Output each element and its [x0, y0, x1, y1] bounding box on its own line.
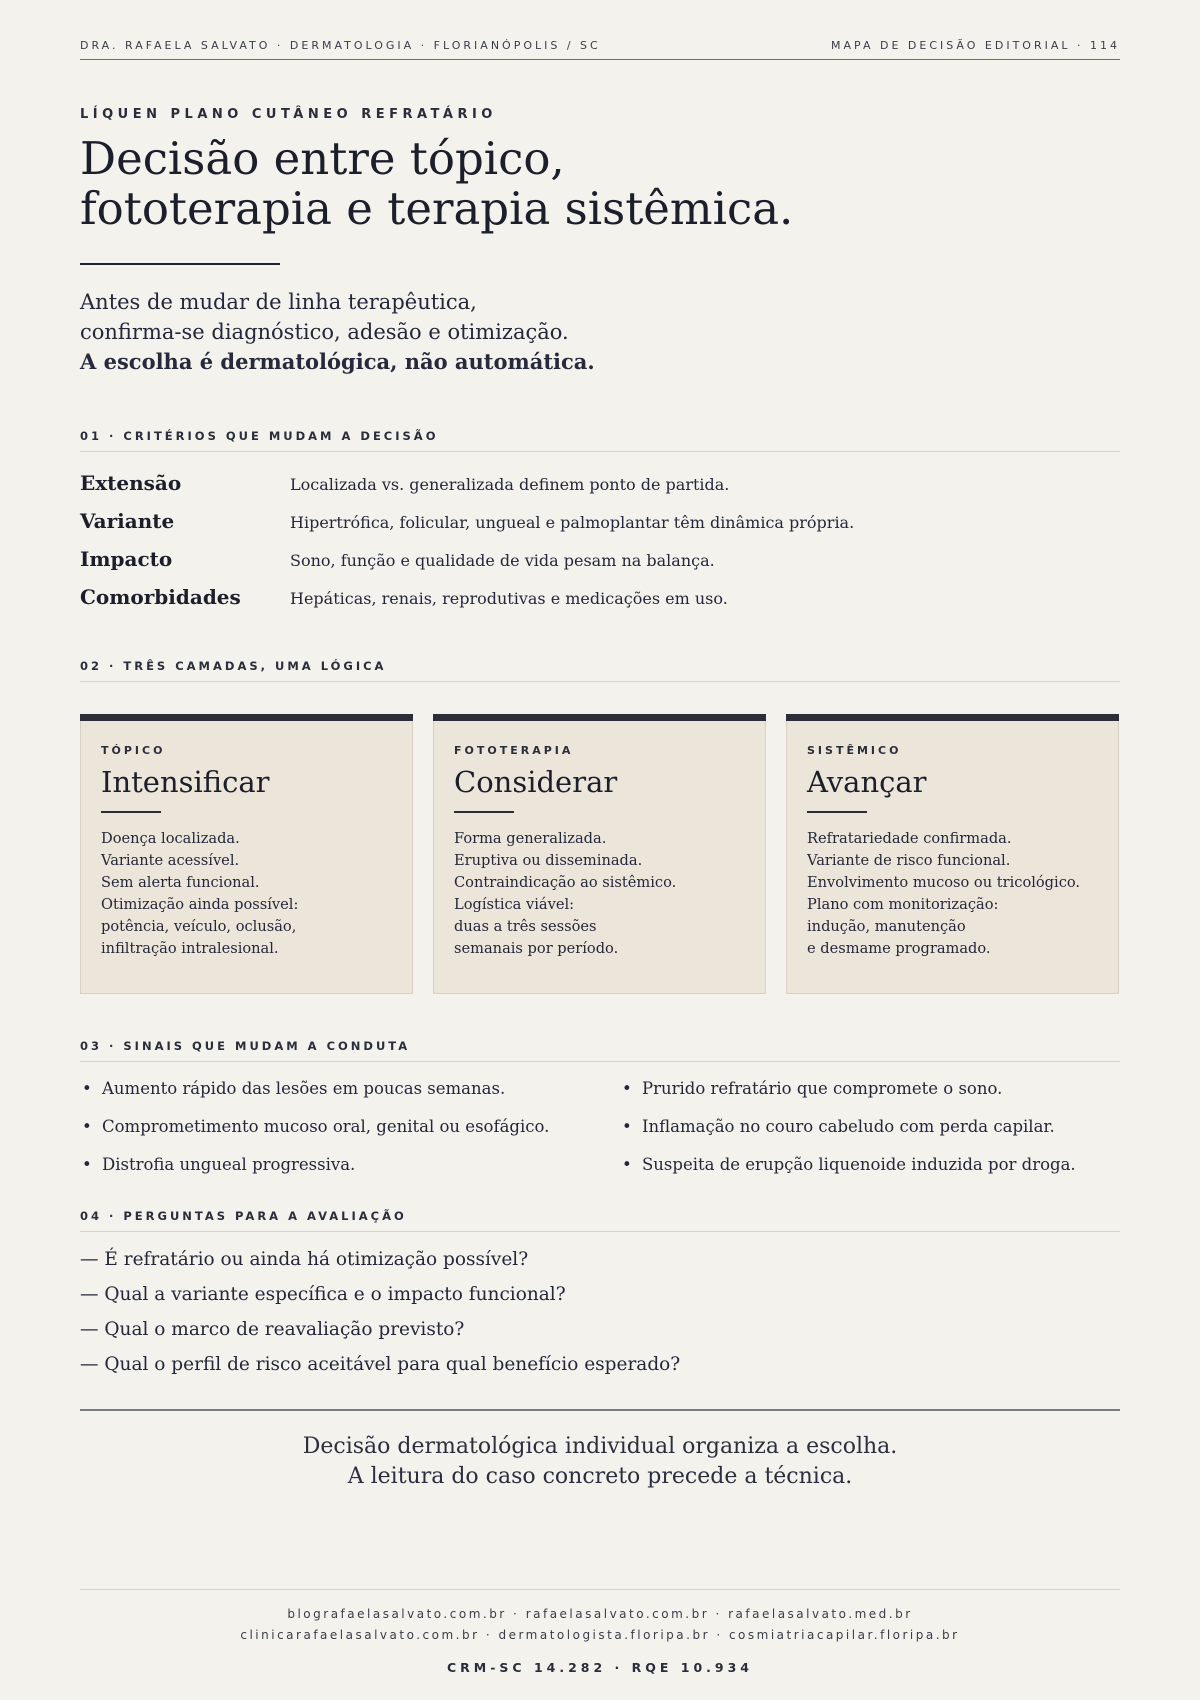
card-heading: Considerar	[454, 765, 618, 799]
criteria-row	[80, 509, 1120, 547]
header-author: DRA. RAFAELA SALVATO · DERMATOLOGIA · FLORIANÓPOLIS / SC	[80, 39, 601, 52]
section-divider	[80, 681, 1120, 682]
title-underline	[80, 263, 280, 265]
card-body	[807, 828, 1108, 960]
criteria-row	[80, 471, 1120, 509]
list-item: • Suspeita de erupção liquenoide induzida por droga.	[642, 1155, 1076, 1174]
criteria-term: Comorbidades	[80, 585, 241, 609]
title-line: Decisão entre tópico,	[80, 132, 565, 185]
header-divider	[80, 59, 1120, 60]
criteria-description: Sono, função e qualidade de vida pesam na balança.	[290, 551, 715, 570]
criteria-description: Hipertrófica, folicular, ungueal e palmoplantar têm dinâmica própria.	[290, 513, 855, 532]
card-divider	[454, 811, 514, 813]
card-line: Variante acessível.	[101, 852, 240, 869]
footer-links-line: clinicarafaelasalvato.com.br · dermatologista.floripa.br · cosmiatriacapilar.floripa.br	[240, 1628, 960, 1642]
card-line: Forma generalizada.	[454, 830, 607, 847]
card-body	[101, 828, 402, 960]
list-item: • Aumento rápido das lesões em poucas semanas.	[102, 1079, 505, 1098]
intro	[80, 287, 595, 377]
list-item: • Prurido refratário que compromete o sono.	[642, 1079, 1002, 1098]
criteria-term: Variante	[80, 509, 175, 533]
page-title	[80, 134, 793, 234]
card-line: semanais por período.	[454, 940, 619, 957]
card-line: potência, veículo, oclusão,	[101, 918, 297, 935]
criteria-description: Localizada vs. generalizada definem ponto de partida.	[290, 475, 730, 494]
card-tag: TÓPICO	[101, 744, 166, 757]
card-divider	[101, 811, 161, 813]
card-line: Variante de risco funcional.	[807, 852, 1011, 869]
list-item: • Comprometimento mucoso oral, genital ou esofágico.	[102, 1117, 549, 1136]
criteria-term: Extensão	[80, 471, 182, 495]
card-line: infiltração intralesional.	[101, 940, 279, 957]
card-line: Eruptiva ou disseminada.	[454, 852, 643, 869]
criteria-row	[80, 547, 1120, 585]
question-item: — É refratário ou ainda há otimização possível?	[80, 1249, 529, 1270]
section-label-signals: 03 · SINAIS QUE MUDAM A CONDUTA	[80, 1039, 411, 1053]
section-label-questions: 04 · PERGUNTAS PARA A AVALIAÇÃO	[80, 1209, 407, 1223]
card-body	[454, 828, 755, 960]
card-line: Refratariedade confirmada.	[807, 830, 1012, 847]
card-line: Otimização ainda possível:	[101, 896, 299, 913]
header-page-ref: MAPA DE DECISÃO EDITORIAL · 114	[831, 39, 1120, 52]
card-line: Contraindicação ao sistêmico.	[454, 874, 677, 891]
closing-line: Decisão dermatológica individual organiza a escolha.	[302, 1434, 898, 1459]
list-item: • Distrofia ungueal progressiva.	[102, 1155, 355, 1174]
section-divider	[80, 451, 1120, 452]
section-label-criteria: 01 · CRITÉRIOS QUE MUDAM A DECISÃO	[80, 429, 439, 443]
closing-statement	[0, 1432, 1200, 1492]
footer-crm: CRM-SC 14.282 · RQE 10.934	[446, 1660, 754, 1675]
card-top-bar	[433, 714, 766, 721]
criteria-term: Impacto	[80, 547, 173, 571]
card-sistemico	[786, 714, 1119, 994]
card-topico	[80, 714, 413, 994]
card-line: e desmame programado.	[807, 940, 991, 957]
section-divider	[80, 1061, 1120, 1062]
card-line: Doença localizada.	[101, 830, 240, 847]
card-heading: Intensificar	[101, 765, 270, 799]
section-label-layers: 02 · TRÊS CAMADAS, UMA LÓGICA	[80, 659, 387, 673]
question-item: — Qual a variante específica e o impacto funcional?	[80, 1284, 566, 1305]
card-tag: FOTOTERAPIA	[454, 744, 574, 757]
signals-list	[80, 1070, 1120, 1190]
card-line: Plano com monitorização:	[807, 896, 999, 913]
running-header	[80, 39, 1120, 52]
card-line: Sem alerta funcional.	[101, 874, 260, 891]
closing-divider	[80, 1409, 1120, 1411]
card-tag: SISTÊMICO	[807, 744, 902, 757]
intro-line: Antes de mudar de linha terapêutica,	[80, 290, 477, 314]
card-divider	[807, 811, 867, 813]
title-line: fototerapia e terapia sistêmica.	[80, 182, 794, 235]
card-line: Envolvimento mucoso ou tricológico.	[807, 874, 1081, 891]
section-divider	[80, 1231, 1120, 1232]
card-top-bar	[786, 714, 1119, 721]
card-heading: Avançar	[807, 765, 927, 799]
criteria-description: Hepáticas, renais, reprodutivas e medicações em uso.	[290, 589, 728, 608]
intro-emphasis: A escolha é dermatológica, não automática.	[80, 349, 595, 374]
card-line: indução, manutenção	[807, 918, 966, 935]
question-item: — Qual o perfil de risco aceitável para qual benefício esperado?	[80, 1354, 681, 1375]
card-fototerapia	[433, 714, 766, 994]
question-item: — Qual o marco de reavaliação previsto?	[80, 1319, 465, 1340]
footer-divider	[80, 1589, 1120, 1590]
card-line: Logística viável:	[454, 896, 575, 913]
list-item: • Inflamação no couro cabeludo com perda capilar.	[642, 1117, 1055, 1136]
intro-line: confirma-se diagnóstico, adesão e otimização.	[80, 320, 569, 344]
card-top-bar	[80, 714, 413, 721]
kicker: LÍQUEN PLANO CUTÂNEO REFRATÁRIO	[80, 107, 497, 122]
footer-links-line: blografaelasalvato.com.br · rafaelasalvato.com.br · rafaelasalvato.med.br	[287, 1607, 913, 1621]
criteria-row	[80, 585, 1120, 623]
card-line: duas a três sessões	[454, 918, 597, 935]
closing-line: A leitura do caso concreto precede a técnica.	[347, 1464, 853, 1489]
